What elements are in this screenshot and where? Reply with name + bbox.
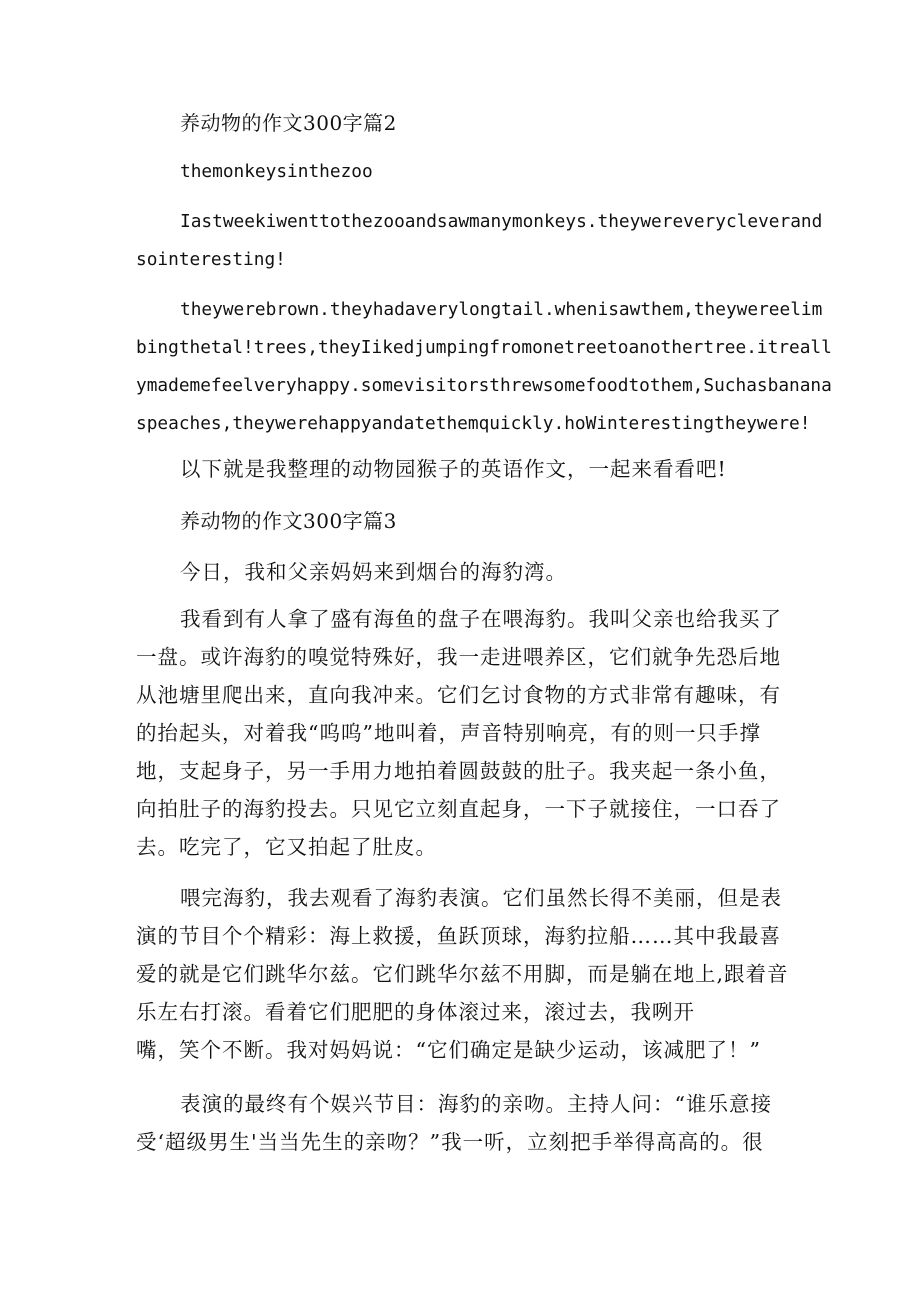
paragraph-line: sointeresting! xyxy=(136,249,286,270)
section-heading-2 xyxy=(180,104,780,142)
paragraph-line: 今日，我和父亲妈妈来到烟台的海豹湾。 xyxy=(180,560,567,584)
heading-text: 养动物的作文300字篇2 xyxy=(180,111,397,135)
paragraph-line: 向拍肚子的海豹投去。只见它立刻直起身，一下子就接住，一口吞了 xyxy=(136,797,781,821)
paragraph-1 xyxy=(180,553,792,591)
intro-text: 以下就是我整理的动物园猴子的英语作文，一起来看看吧! xyxy=(180,457,727,481)
paragraph-line: 我看到有人拿了盛有海鱼的盘子在喂海豹。我叫父亲也给我买了 xyxy=(180,607,782,631)
paragraph-4 xyxy=(136,1085,792,1161)
paragraph-2 xyxy=(136,600,792,866)
paragraph-3-continued xyxy=(136,1031,792,1069)
paragraph-line: 去。吃完了，它又拍起了肚皮。 xyxy=(136,835,437,859)
heading-text: 养动物的作文300字篇3 xyxy=(180,509,397,533)
paragraph-line: bingthetal!trees,theyIikedjumpingfromonetreetoanothertree.itreall xyxy=(136,337,832,358)
paragraph-line: 地，支起身子，另一手用力地拍着圆鼓鼓的肚子。我夹起一条小鱼， xyxy=(136,759,781,783)
paragraph-line: 嘴，笑个不断。我对妈妈说：“它们确定是缺少运动，该减肥了！” xyxy=(136,1038,761,1062)
paragraph-line: 从池塘里爬出来，直向我冲来。它们乞讨食物的方式非常有趣味，有 xyxy=(136,683,781,707)
paragraph-line: theywerebrown.theyhadaverylongtail.whenisawthem,theywereelim xyxy=(180,299,823,320)
section-heading-3 xyxy=(180,502,780,540)
english-title xyxy=(180,153,780,191)
paragraph-line: 喂完海豹，我去观看了海豹表演。它们虽然长得不美丽，但是表 xyxy=(180,886,782,910)
english-title-text: themonkeysinthezoo xyxy=(180,161,373,182)
paragraph-line: 爱的就是它们跳华尔兹。它们跳华尔兹不用脚，而是躺在地上,跟着音 xyxy=(136,962,789,986)
paragraph-line: speaches,theywerehappyandatethemquickly.hoWinterestingtheywere! xyxy=(136,413,811,434)
intro-line xyxy=(180,450,792,488)
paragraph-line: 乐左右打滚。看着它们肥肥的身体滚过来，滚过去，我咧开 xyxy=(136,1000,695,1024)
paragraph-line: Iastweekiwenttothezooandsawmanymonkeys.theywereverycleverand xyxy=(180,211,823,232)
paragraph-line: 的抬起头，对着我“呜呜”地叫着，声音特别响亮，有的则一只手撑 xyxy=(136,721,761,745)
paragraph-line: 受‘超级男生'当当先生的亲吻？”我一听，立刻把手举得高高的。很 xyxy=(136,1130,764,1154)
paragraph-line: 一盘。或许海豹的嗅觉特殊好，我一走进喂养区，它们就争先恐后地 xyxy=(136,645,781,669)
paragraph-3 xyxy=(136,879,792,1031)
paragraph-line: 表演的最终有个娱兴节目：海豹的亲吻。主持人问：“谁乐意接 xyxy=(180,1092,772,1116)
english-paragraph-2 xyxy=(136,291,832,443)
paragraph-line: 演的节目个个精彩：海上救援，鱼跃顶球，海豹拉船……其中我最喜 xyxy=(136,924,781,948)
paragraph-line: ymademefeelveryhappy.somevisitorsthrewsomefoodtothem,Suchasbanana xyxy=(136,375,832,396)
english-paragraph-1 xyxy=(136,203,823,279)
